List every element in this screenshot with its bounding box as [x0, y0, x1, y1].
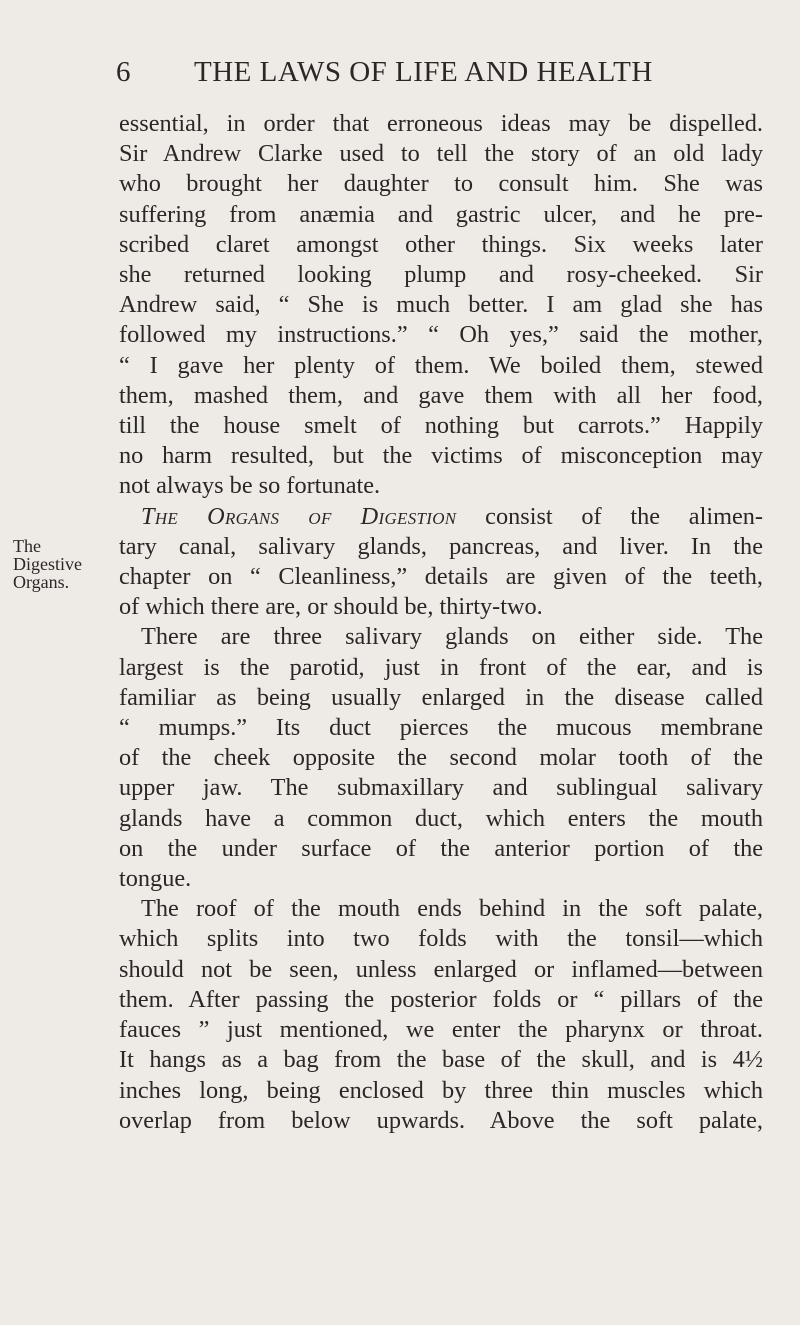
text-line: scribed claret amongst other things. Six weeks later: [119, 230, 763, 258]
running-head: [116, 56, 716, 89]
text-line: inches long, being enclosed by three thin muscles which: [119, 1076, 763, 1104]
text-line: no harm resulted, but the victims of misconception may: [119, 442, 763, 470]
text-line: them, mashed them, and gave them with all her food,: [119, 381, 763, 409]
margin-note-line: The: [13, 536, 41, 556]
text-line: “ I gave her plenty of them. We boiled them, stewed: [119, 351, 763, 379]
margin-note-line: Digestive: [13, 554, 82, 574]
margin-note: [13, 537, 105, 591]
text-line: till the house smelt of nothing but carrots.” Happily: [119, 412, 763, 440]
text-line: It hangs as a bag from the base of the skull, and is 4½: [119, 1046, 763, 1074]
text-line: There are three salivary glands on either side. The: [141, 623, 763, 651]
text-line: largest is the parotid, just in front of the ear, and is: [119, 653, 763, 681]
text-line: Sir Andrew Clarke used to tell the story of an old lady: [119, 140, 763, 168]
text-line: them. After passing the posterior folds or “ pillars of the: [119, 985, 763, 1013]
text-line: on the under surface of the anterior portion of the: [119, 834, 763, 862]
text-line: The Organs of Digestion consist of the alimen-: [141, 502, 763, 530]
text-line: The roof of the mouth ends behind in the soft palate,: [141, 895, 763, 923]
text-line: “ mumps.” Its duct pierces the mucous membrane: [119, 714, 763, 742]
text-line: which splits into two folds with the tonsil—which: [119, 925, 763, 953]
text-line: she returned looking plump and rosy-cheeked. Sir: [119, 261, 763, 289]
page-number: 6: [116, 56, 131, 88]
text-line: glands have a common duct, which enters the mouth: [119, 804, 763, 832]
paragraph: [119, 622, 763, 894]
body-text: [119, 109, 763, 1136]
text-line: followed my instructions.” “ Oh yes,” said the mother,: [119, 321, 763, 349]
text-line: upper jaw. The submaxillary and sublingual salivary: [119, 774, 763, 802]
section-heading: The Organs of Digestion: [141, 502, 457, 530]
text-line: should not be seen, unless enlarged or inflamed—between: [119, 955, 763, 983]
margin-note-line: Organs.: [13, 572, 70, 592]
text-line: tongue.: [119, 865, 192, 893]
text-line: suffering from anæmia and gastric ulcer, and he pre-: [119, 200, 763, 228]
paragraph: [119, 894, 763, 1136]
paragraph: [119, 109, 763, 502]
text-line: chapter on “ Cleanliness,” details are given of the teeth,: [119, 563, 763, 591]
text-line: Andrew said, “ She is much better. I am glad she has: [119, 291, 763, 319]
text-line: overlap from below upwards. Above the soft palate,: [119, 1106, 763, 1134]
text-line: familiar as being usually enlarged in the disease called: [119, 683, 763, 711]
text-line: tary canal, salivary glands, pancreas, and liver. In the: [119, 532, 763, 560]
text-line: essential, in order that erroneous ideas may be dispelled.: [119, 110, 763, 137]
paragraph: [119, 502, 763, 623]
page-title: THE LAWS OF LIFE AND HEALTH: [194, 56, 653, 88]
text-line: of the cheek opposite the second molar tooth of the: [119, 744, 763, 772]
text-line: fauces ” just mentioned, we enter the pharynx or throat.: [119, 1016, 763, 1044]
text-line: not always be so fortunate.: [119, 472, 381, 500]
text-line: of which there are, or should be, thirty-two.: [119, 593, 543, 621]
text-line: who brought her daughter to consult him. She was: [119, 170, 763, 198]
